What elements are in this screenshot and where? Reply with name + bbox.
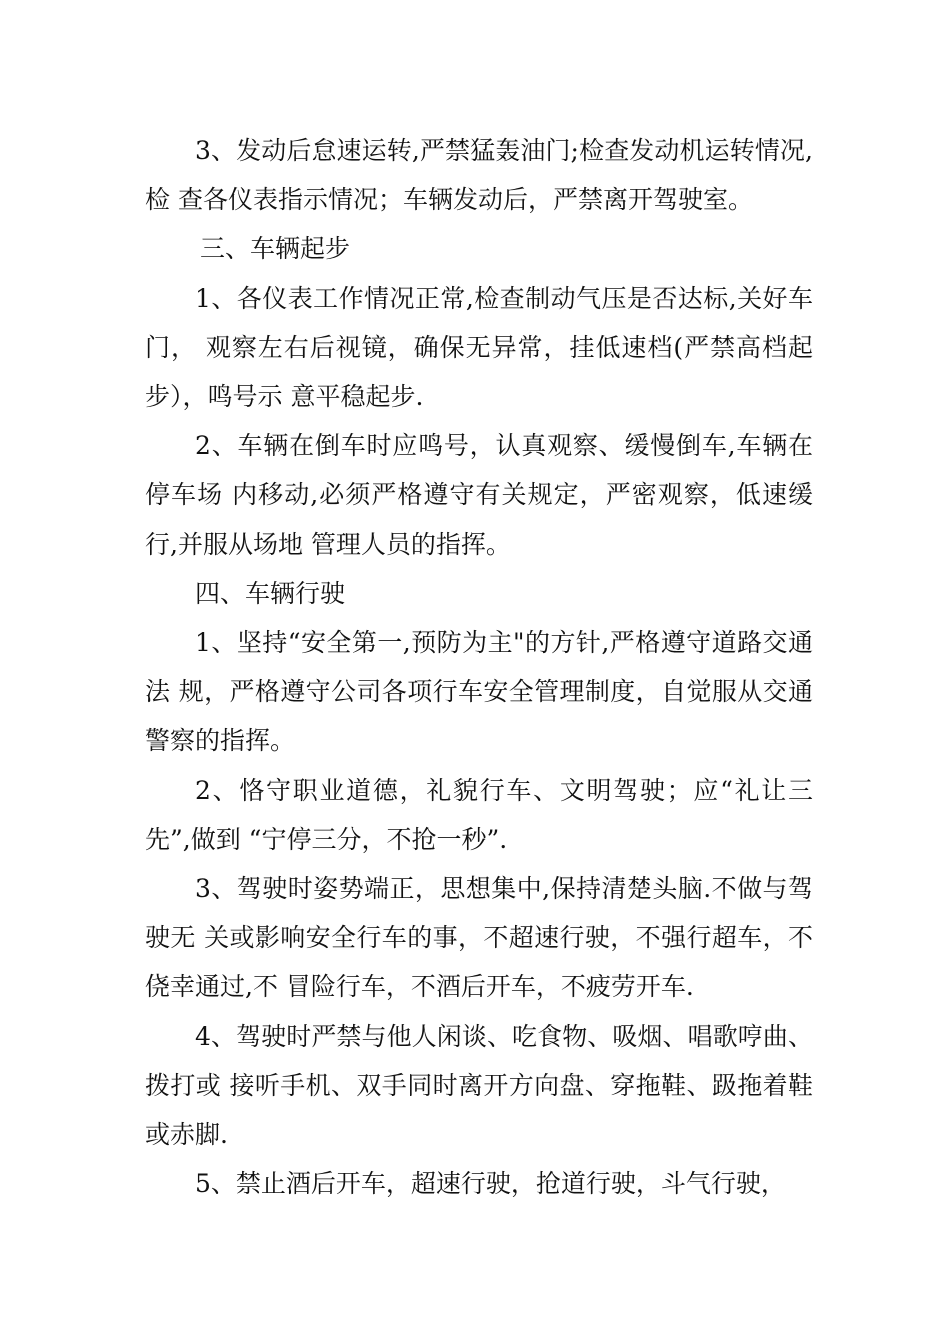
document-body (145, 126, 813, 1208)
paragraph-driving-posture: 3、驾驶时姿势端正，思想集中,保持清楚头脑.不做与驾驶无 关或影响安全行车的事，不超速行驶，不强行超车，不侥幸通过,不 冒险行车，不酒后开车，不疲劳开车. (145, 874, 813, 1002)
paragraph-safety-first: 1、坚持“安全第一,预防为主"的方针,严格遵守道路交通法 规，严格遵守公司各项行车安全管理制度，自觉服从交通警察的指挥。 (145, 628, 813, 756)
section-heading-vehicle-driving: 四、车辆行驶 (195, 578, 346, 608)
paragraph-prohibited-actions: 4、驾驶时严禁与他人闲谈、吃食物、吸烟、唱歌哼曲、拨打或 接听手机、双手同时离开方向盘、穿拖鞋、趿拖着鞋或赤脚. (145, 1021, 813, 1150)
section-heading-vehicle-start: 三、车辆起步 (200, 234, 351, 264)
paragraph-start-check: 1、各仪表工作情况正常,检查制动气压是否达标,关好车门， 观察左右后视镜，确保无异常，挂低速档(严禁高档起步），鸣号示 意平稳起步. (145, 283, 813, 412)
paragraph-no-drunk-driving: 5、禁止酒后开车，超速行驶，抢道行驶，斗气行驶， (195, 1169, 786, 1199)
paragraph-reversing: 2、车辆在倒车时应鸣号，认真观察、缓慢倒车,车辆在停车场 内移动,必须严格遵守有关规定，严密观察，低速缓行,并服从场地 管理人员的指挥。 (145, 431, 813, 559)
paragraph-professional-ethics: 2、恪守职业道德，礼貌行车、文明驾驶；应“礼让三先”,做到 “宁停三分，不抢一秒”. (145, 775, 813, 854)
paragraph-engine-idle: 3、发动后怠速运转,严禁猛轰油门;检查发动机运转情况,检 查各仪表指示情况；车辆发动后，严禁离开驾驶室。 (145, 136, 813, 215)
